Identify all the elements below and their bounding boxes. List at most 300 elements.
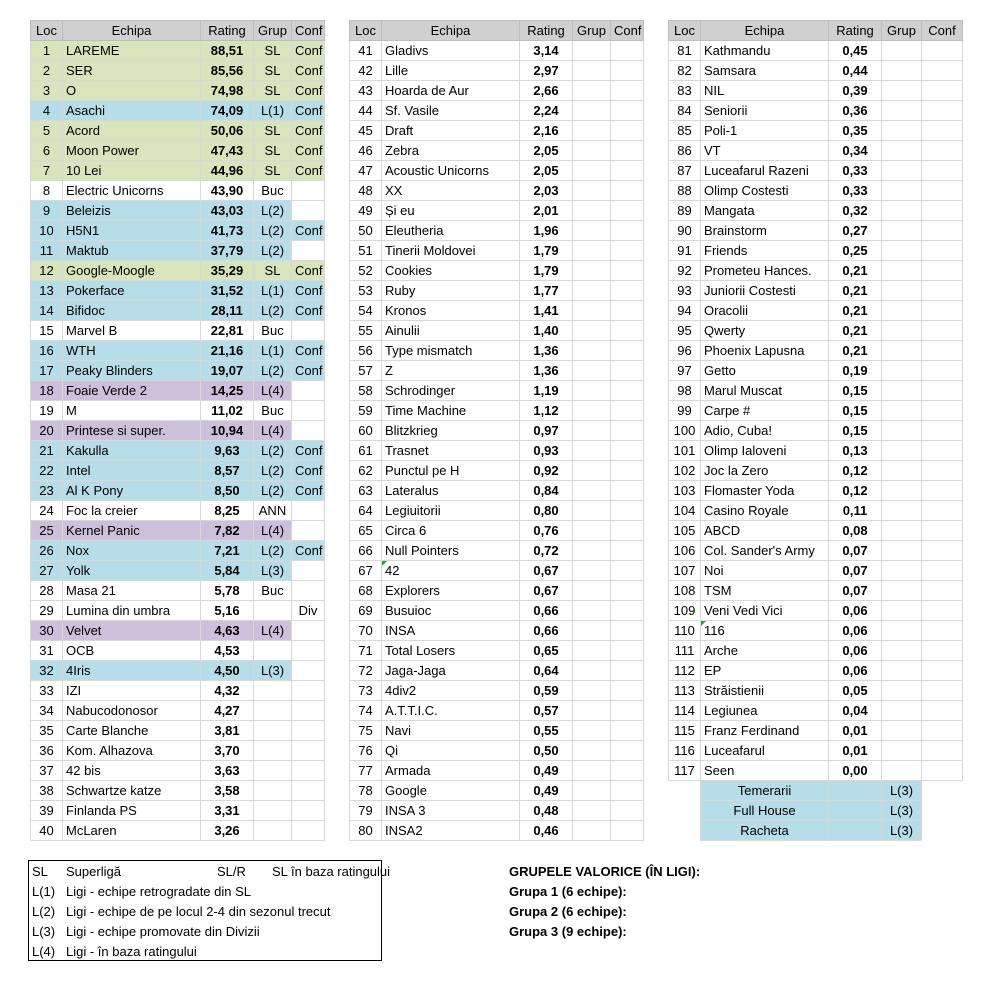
rating-cell: 5,16: [201, 601, 254, 621]
rating-cell: 4,27: [201, 701, 254, 721]
team-name-cell: Explorers: [382, 581, 520, 601]
rank-cell: 89: [669, 201, 701, 221]
table-row: [31, 761, 325, 781]
team-name-cell: Ruby: [382, 281, 520, 301]
conf-cell: [922, 541, 963, 561]
table-row: [31, 321, 325, 341]
rating-cell: 2,97: [520, 61, 573, 81]
table-row: [31, 81, 325, 101]
conf-cell: [611, 201, 644, 221]
team-name-cell: Schrodinger: [382, 381, 520, 401]
rating-cell: 0,21: [829, 341, 882, 361]
team-name-cell: INSA2: [382, 821, 520, 841]
rank-cell: 26: [31, 541, 63, 561]
rank-cell: 87: [669, 161, 701, 181]
group-cell: [882, 241, 922, 261]
group-cell: L(1): [254, 341, 292, 361]
conf-cell: [922, 141, 963, 161]
rank-cell: 90: [669, 221, 701, 241]
table-row: [350, 201, 644, 221]
group-cell: [882, 481, 922, 501]
rank-cell: [669, 781, 701, 801]
team-name-cell: McLaren: [63, 821, 201, 841]
table-row: [350, 141, 644, 161]
conf-cell: Conf: [292, 221, 325, 241]
rating-cell: 74,09: [201, 101, 254, 121]
group-cell: [573, 301, 611, 321]
rank-cell: 86: [669, 141, 701, 161]
conf-cell: [611, 621, 644, 641]
rank-cell: 17: [31, 361, 63, 381]
rating-cell: 0,66: [520, 621, 573, 641]
team-name-cell: Temerarii: [701, 781, 829, 801]
group-cell: Buc: [254, 581, 292, 601]
team-name-cell: 4div2: [382, 681, 520, 701]
conf-cell: [611, 401, 644, 421]
team-name-cell: Adio, Cuba!: [701, 421, 829, 441]
conf-cell: [611, 561, 644, 581]
group-cell: [882, 721, 922, 741]
table-row: [669, 541, 963, 561]
group-cell: [882, 121, 922, 141]
group-cell: [882, 761, 922, 781]
rating-cell: 0,36: [829, 101, 882, 121]
rank-cell: 36: [31, 741, 63, 761]
conf-cell: Conf: [292, 281, 325, 301]
rank-cell: 116: [669, 741, 701, 761]
table-row: [350, 721, 644, 741]
rank-cell: 93: [669, 281, 701, 301]
rank-cell: 13: [31, 281, 63, 301]
rank-cell: 52: [350, 261, 382, 281]
rating-cell: 5,84: [201, 561, 254, 581]
rating-cell: 0,67: [520, 561, 573, 581]
rank-cell: 30: [31, 621, 63, 641]
group-cell: L(4): [254, 621, 292, 641]
group-cell: [573, 361, 611, 381]
rank-cell: 14: [31, 301, 63, 321]
rank-cell: 8: [31, 181, 63, 201]
group-cell: L(4): [254, 381, 292, 401]
table-row: [350, 41, 644, 61]
conf-cell: [611, 581, 644, 601]
group-cell: [882, 561, 922, 581]
rank-cell: 11: [31, 241, 63, 261]
rank-cell: 92: [669, 261, 701, 281]
rating-cell: 2,01: [520, 201, 573, 221]
table-row: [669, 721, 963, 741]
rating-cell: 0,92: [520, 461, 573, 481]
rank-cell: 20: [31, 421, 63, 441]
conf-cell: Div: [292, 601, 325, 621]
table-row: [31, 721, 325, 741]
conf-cell: [611, 641, 644, 661]
conf-cell: [611, 121, 644, 141]
table-row: [350, 421, 644, 441]
team-name-cell: Sf. Vasile: [382, 101, 520, 121]
table-row: [350, 281, 644, 301]
team-name-cell: Luceafarul: [701, 741, 829, 761]
team-name-cell: Legiuitorii: [382, 501, 520, 521]
conf-cell: Conf: [292, 161, 325, 181]
rating-cell: 4,50: [201, 661, 254, 681]
table-row: [350, 81, 644, 101]
rank-cell: 83: [669, 81, 701, 101]
conf-cell: [611, 781, 644, 801]
conf-cell: [922, 201, 963, 221]
team-name-cell: Qi: [382, 741, 520, 761]
rating-cell: 19,07: [201, 361, 254, 381]
group-cell: [882, 81, 922, 101]
rank-cell: 10: [31, 221, 63, 241]
rank-cell: 108: [669, 581, 701, 601]
rating-cell: 3,26: [201, 821, 254, 841]
table-row: [31, 381, 325, 401]
rank-cell: 96: [669, 341, 701, 361]
rank-cell: 46: [350, 141, 382, 161]
team-name-cell: Zebra: [382, 141, 520, 161]
rank-cell: 61: [350, 441, 382, 461]
rank-cell: 50: [350, 221, 382, 241]
rating-cell: 0,49: [520, 761, 573, 781]
rating-cell: 0,01: [829, 741, 882, 761]
rating-cell: 0,06: [829, 661, 882, 681]
legend-key: SL: [32, 864, 48, 879]
rating-cell: 0,65: [520, 641, 573, 661]
conf-cell: [611, 221, 644, 241]
table-row: [31, 421, 325, 441]
group-cell: L(4): [254, 521, 292, 541]
rank-cell: 99: [669, 401, 701, 421]
rating-cell: [829, 821, 882, 841]
header-conf: Conf: [292, 21, 325, 41]
table-row: [669, 761, 963, 781]
table-row: [350, 501, 644, 521]
rating-cell: 9,63: [201, 441, 254, 461]
rating-cell: 0,48: [520, 801, 573, 821]
rating-cell: 0,21: [829, 281, 882, 301]
group-cell: L(2): [254, 241, 292, 261]
conf-cell: [611, 41, 644, 61]
conf-cell: [922, 61, 963, 81]
rank-cell: 115: [669, 721, 701, 741]
rank-cell: 55: [350, 321, 382, 341]
rank-cell: 76: [350, 741, 382, 761]
rank-cell: 67: [350, 561, 382, 581]
group-cell: [254, 641, 292, 661]
group-cell: [254, 681, 292, 701]
conf-cell: Conf: [292, 441, 325, 461]
table-row: [669, 661, 963, 681]
group-cell: [573, 101, 611, 121]
conf-cell: [922, 281, 963, 301]
conf-cell: [922, 481, 963, 501]
conf-cell: [611, 801, 644, 821]
legend-desc: Ligi - echipe promovate din Divizii: [66, 924, 260, 939]
conf-cell: [611, 741, 644, 761]
team-name-cell: M: [63, 401, 201, 421]
rating-cell: 0,01: [829, 721, 882, 741]
team-name-cell: Armada: [382, 761, 520, 781]
rank-cell: 22: [31, 461, 63, 481]
team-name-cell: Schwartze katze: [63, 781, 201, 801]
rating-cell: 41,73: [201, 221, 254, 241]
team-name-cell: Foaie Verde 2: [63, 381, 201, 401]
conf-cell: [611, 761, 644, 781]
team-name-cell: Luceafarul Razeni: [701, 161, 829, 181]
rank-cell: 3: [31, 81, 63, 101]
conf-cell: [611, 661, 644, 681]
table-row: [669, 101, 963, 121]
rank-cell: 28: [31, 581, 63, 601]
table-row: [350, 681, 644, 701]
header-loc: Loc: [31, 21, 63, 41]
ranking-table-2: [349, 20, 644, 841]
rating-cell: 0,06: [829, 621, 882, 641]
group-cell: [573, 421, 611, 441]
rating-cell: 1,36: [520, 361, 573, 381]
rating-cell: 0,59: [520, 681, 573, 701]
rank-cell: 31: [31, 641, 63, 661]
team-name-cell: Racheta: [701, 821, 829, 841]
group-cell: [573, 321, 611, 341]
rating-cell: 43,90: [201, 181, 254, 201]
team-name-cell: Veni Vedi Vici: [701, 601, 829, 621]
team-name-cell: Phoenix Lapusna: [701, 341, 829, 361]
rank-cell: 56: [350, 341, 382, 361]
rank-cell: 105: [669, 521, 701, 541]
team-name-cell: O: [63, 81, 201, 101]
conf-cell: [922, 261, 963, 281]
team-name-cell: Col. Sander's Army: [701, 541, 829, 561]
rating-cell: 0,67: [520, 581, 573, 601]
rating-cell: 0,46: [520, 821, 573, 841]
team-name-cell: 42 bis: [63, 761, 201, 781]
rank-cell: 62: [350, 461, 382, 481]
table-row: [350, 821, 644, 841]
group-cell: [882, 601, 922, 621]
team-name-cell: Hoarda de Aur: [382, 81, 520, 101]
table-row: [350, 261, 644, 281]
team-name-cell: Foc la creier: [63, 501, 201, 521]
conf-cell: [922, 441, 963, 461]
table-row: [669, 781, 963, 801]
team-name-cell: Kernel Panic: [63, 521, 201, 541]
table-row: [669, 681, 963, 701]
team-name-cell: Samsara: [701, 61, 829, 81]
team-name-cell: EP: [701, 661, 829, 681]
team-name-cell: Străistienii: [701, 681, 829, 701]
conf-cell: [922, 301, 963, 321]
group-cell: [573, 221, 611, 241]
rank-cell: 2: [31, 61, 63, 81]
group-cell: [882, 181, 922, 201]
conf-cell: Conf: [292, 541, 325, 561]
conf-cell: Conf: [292, 141, 325, 161]
conf-cell: [922, 821, 963, 841]
conf-cell: [922, 701, 963, 721]
rating-cell: 0,34: [829, 141, 882, 161]
conf-cell: [922, 461, 963, 481]
rank-cell: 1: [31, 41, 63, 61]
team-name-cell: Google-Moogle: [63, 261, 201, 281]
group-cell: [882, 541, 922, 561]
group-cell: L(2): [254, 201, 292, 221]
rating-cell: 1,12: [520, 401, 573, 421]
rank-cell: 53: [350, 281, 382, 301]
team-name-cell: Velvet: [63, 621, 201, 641]
team-name-cell: Yolk: [63, 561, 201, 581]
group-cell: [573, 681, 611, 701]
team-name-cell: Legiunea: [701, 701, 829, 721]
table-row: [669, 461, 963, 481]
table-row: [669, 301, 963, 321]
rating-cell: 1,79: [520, 261, 573, 281]
table-row: [350, 361, 644, 381]
team-name-cell: Cookies: [382, 261, 520, 281]
conf-cell: [611, 541, 644, 561]
conf-cell: [922, 621, 963, 641]
rating-cell: 8,25: [201, 501, 254, 521]
group-cell: [254, 721, 292, 741]
team-name-cell: WTH: [63, 341, 201, 361]
conf-cell: [292, 241, 325, 261]
rating-cell: 3,58: [201, 781, 254, 801]
rank-cell: 80: [350, 821, 382, 841]
team-name-cell: Blitzkrieg: [382, 421, 520, 441]
rating-cell: 0,21: [829, 261, 882, 281]
group-cell: SL: [254, 141, 292, 161]
group-cell: [882, 321, 922, 341]
table-row: [669, 41, 963, 61]
table-row: [669, 561, 963, 581]
conf-cell: [922, 761, 963, 781]
group-cell: [573, 701, 611, 721]
rank-cell: 59: [350, 401, 382, 421]
rating-cell: 3,14: [520, 41, 573, 61]
rank-cell: 113: [669, 681, 701, 701]
rank-cell: 15: [31, 321, 63, 341]
rank-cell: 45: [350, 121, 382, 141]
rating-cell: 50,06: [201, 121, 254, 141]
table-row: [669, 601, 963, 621]
table-row: [31, 241, 325, 261]
header-row: [350, 21, 644, 41]
rank-cell: 103: [669, 481, 701, 501]
conf-cell: [292, 821, 325, 841]
conf-cell: [922, 161, 963, 181]
table-row: [669, 261, 963, 281]
rank-cell: [669, 821, 701, 841]
conf-cell: [922, 521, 963, 541]
team-name-cell: OCB: [63, 641, 201, 661]
conf-cell: [922, 681, 963, 701]
conf-cell: [611, 301, 644, 321]
conf-cell: Conf: [292, 301, 325, 321]
legend-desc: Ligi - în baza ratingului: [66, 944, 197, 959]
rating-cell: 47,43: [201, 141, 254, 161]
rating-cell: 0,33: [829, 161, 882, 181]
rating-cell: 0,15: [829, 381, 882, 401]
team-name-cell: TSM: [701, 581, 829, 601]
team-name-cell: XX: [382, 181, 520, 201]
rating-cell: 3,81: [201, 721, 254, 741]
table-row: [31, 501, 325, 521]
team-name-cell: Beleizis: [63, 201, 201, 221]
table-row: [669, 621, 963, 641]
conf-cell: [292, 641, 325, 661]
rating-cell: 0,12: [829, 481, 882, 501]
group-cell: [573, 721, 611, 741]
rating-cell: [829, 801, 882, 821]
group-cell: [573, 41, 611, 61]
rank-cell: 69: [350, 601, 382, 621]
group-cell: [882, 61, 922, 81]
table-row: [669, 441, 963, 461]
table-row: [350, 741, 644, 761]
rank-cell: 60: [350, 421, 382, 441]
table-row: [669, 521, 963, 541]
conf-cell: [292, 661, 325, 681]
rating-cell: 0,00: [829, 761, 882, 781]
header-row: [31, 21, 325, 41]
conf-cell: [611, 681, 644, 701]
table-row: [669, 741, 963, 761]
conf-cell: [292, 181, 325, 201]
table-row: [350, 241, 644, 261]
table-row: [669, 81, 963, 101]
table-row: [31, 781, 325, 801]
conf-cell: [611, 381, 644, 401]
rating-cell: 4,63: [201, 621, 254, 641]
group-cell: [573, 381, 611, 401]
rating-cell: 2,03: [520, 181, 573, 201]
table-row: [669, 701, 963, 721]
rating-cell: 0,55: [520, 721, 573, 741]
table-row: [31, 581, 325, 601]
rating-cell: 0,32: [829, 201, 882, 221]
conf-cell: [922, 361, 963, 381]
team-name-cell: Draft: [382, 121, 520, 141]
conf-cell: [922, 721, 963, 741]
group-cell: [573, 521, 611, 541]
table-row: [669, 141, 963, 161]
table-row: [31, 561, 325, 581]
conf-cell: [611, 141, 644, 161]
conf-cell: [292, 681, 325, 701]
group-cell: L(2): [254, 481, 292, 501]
header-rating: Rating: [520, 21, 573, 41]
conf-cell: [292, 701, 325, 721]
table-row: [31, 101, 325, 121]
team-name-cell: Trasnet: [382, 441, 520, 461]
team-name-cell: Flomaster Yoda: [701, 481, 829, 501]
table-row: [669, 181, 963, 201]
group-cell: [882, 381, 922, 401]
group-cell: [573, 401, 611, 421]
team-name-cell: Nabucodonosor: [63, 701, 201, 721]
rank-cell: 21: [31, 441, 63, 461]
rank-cell: 35: [31, 721, 63, 741]
table-row: [669, 241, 963, 261]
conf-cell: [611, 721, 644, 741]
team-name-cell: Full House: [701, 801, 829, 821]
ranking-table-3: [668, 20, 963, 841]
conf-cell: [922, 221, 963, 241]
table-row: [350, 301, 644, 321]
team-name-cell: Seniorii: [701, 101, 829, 121]
team-name-cell: Marul Muscat: [701, 381, 829, 401]
